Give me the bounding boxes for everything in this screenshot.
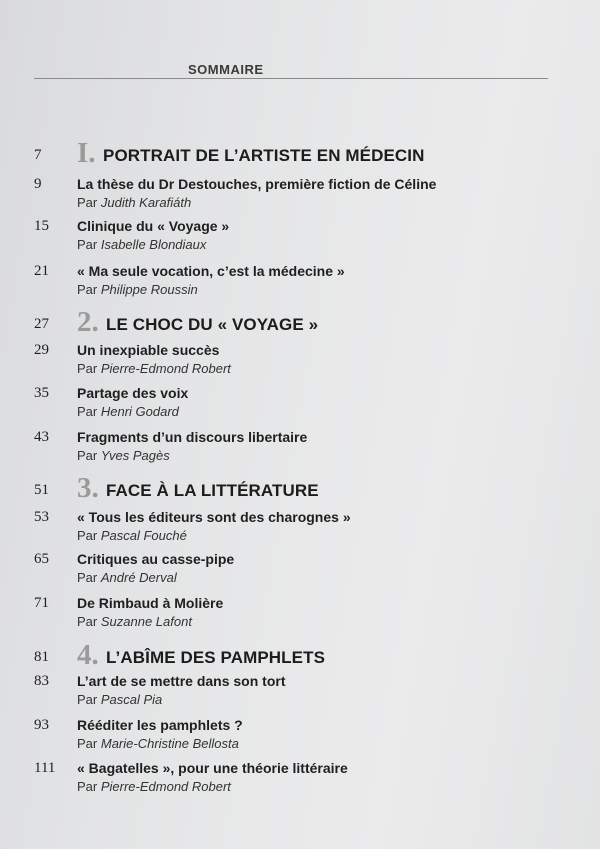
toc-entry[interactable] xyxy=(0,176,600,216)
section-title: LE CHOC DU « VOYAGE » xyxy=(106,315,319,334)
entry-title: Critiques au casse-pipe xyxy=(77,551,235,567)
entry-page-number: 35 xyxy=(34,385,49,401)
entry-page-number: 93 xyxy=(34,717,49,733)
entry-page-number: 9 xyxy=(34,176,42,192)
entry-title: L’art de se mettre dans son tort xyxy=(77,673,286,689)
entry-page-number: 21 xyxy=(34,263,49,279)
entry-author: Par Marie-Christine Bellosta xyxy=(77,736,239,751)
toc-entry[interactable] xyxy=(0,595,600,635)
section-numeral: I. xyxy=(77,137,96,169)
entry-author: Par Pierre-Edmond Robert xyxy=(77,779,231,794)
entry-page-number: 29 xyxy=(34,342,49,358)
entry-title: Clinique du « Voyage » xyxy=(77,218,230,234)
toc-entry[interactable] xyxy=(0,673,600,713)
entry-title: « Ma seule vocation, c’est la médecine » xyxy=(77,263,345,279)
section-page-number: 81 xyxy=(34,649,49,665)
entry-author: Par Isabelle Blondiaux xyxy=(77,237,207,252)
entry-author: Par Pascal Fouché xyxy=(77,528,187,543)
toc-entry[interactable] xyxy=(0,760,600,800)
entry-page-number: 43 xyxy=(34,429,49,445)
toc-entry[interactable] xyxy=(0,717,600,757)
entry-title: Partage des voix xyxy=(77,385,189,401)
entry-page-number: 111 xyxy=(34,760,56,776)
entry-author: Par André Derval xyxy=(77,570,177,585)
entry-author: Par Suzanne Lafont xyxy=(77,614,192,629)
entry-title: Fragments d’un discours libertaire xyxy=(77,429,308,445)
entry-title: La thèse du Dr Destouches, première fiction de Céline xyxy=(77,176,437,192)
section-title: FACE À LA LITTÉRATURE xyxy=(106,481,319,500)
entry-author: Par Yves Pagès xyxy=(77,448,170,463)
entry-author: Par Pascal Pia xyxy=(77,692,163,707)
section-page-number: 27 xyxy=(34,316,49,332)
toc-entry[interactable] xyxy=(0,385,600,425)
entry-title: Rééditer les pamphlets ? xyxy=(77,717,243,733)
section-title: PORTRAIT DE L’ARTISTE EN MÉDECIN xyxy=(103,146,425,165)
entry-title: Un inexpiable succès xyxy=(77,342,220,358)
entry-title: « Bagatelles », pour une théorie littéraire xyxy=(77,760,348,776)
entry-author: Par Judith Karafiáth xyxy=(77,195,192,210)
header-rule xyxy=(34,78,548,79)
entry-page-number: 53 xyxy=(34,509,49,525)
section-numeral: 3. xyxy=(77,472,99,504)
section-numeral: 4. xyxy=(77,639,99,671)
toc-entry[interactable] xyxy=(0,429,600,469)
entry-page-number: 65 xyxy=(34,551,49,567)
entry-page-number: 71 xyxy=(34,595,49,611)
entry-author: Par Pierre-Edmond Robert xyxy=(77,361,231,376)
section-page-number: 7 xyxy=(34,147,42,163)
entry-page-number: 83 xyxy=(34,673,49,689)
toc-entry[interactable] xyxy=(0,551,600,591)
entry-author: Par Philippe Roussin xyxy=(77,282,198,297)
entry-title: De Rimbaud à Molière xyxy=(77,595,224,611)
section-numeral: 2. xyxy=(77,306,99,338)
toc-entry[interactable] xyxy=(0,342,600,382)
section-title: L’ABÎME DES PAMPHLETS xyxy=(106,648,326,667)
section-page-number: 51 xyxy=(34,482,49,498)
toc-entry[interactable] xyxy=(0,263,600,303)
toc-entry[interactable] xyxy=(0,218,600,258)
page-title: SOMMAIRE xyxy=(188,62,264,77)
entry-author: Par Henri Godard xyxy=(77,404,179,419)
entry-title: « Tous les éditeurs sont des charognes » xyxy=(77,509,351,525)
entry-page-number: 15 xyxy=(34,218,49,234)
toc-entry[interactable] xyxy=(0,509,600,549)
